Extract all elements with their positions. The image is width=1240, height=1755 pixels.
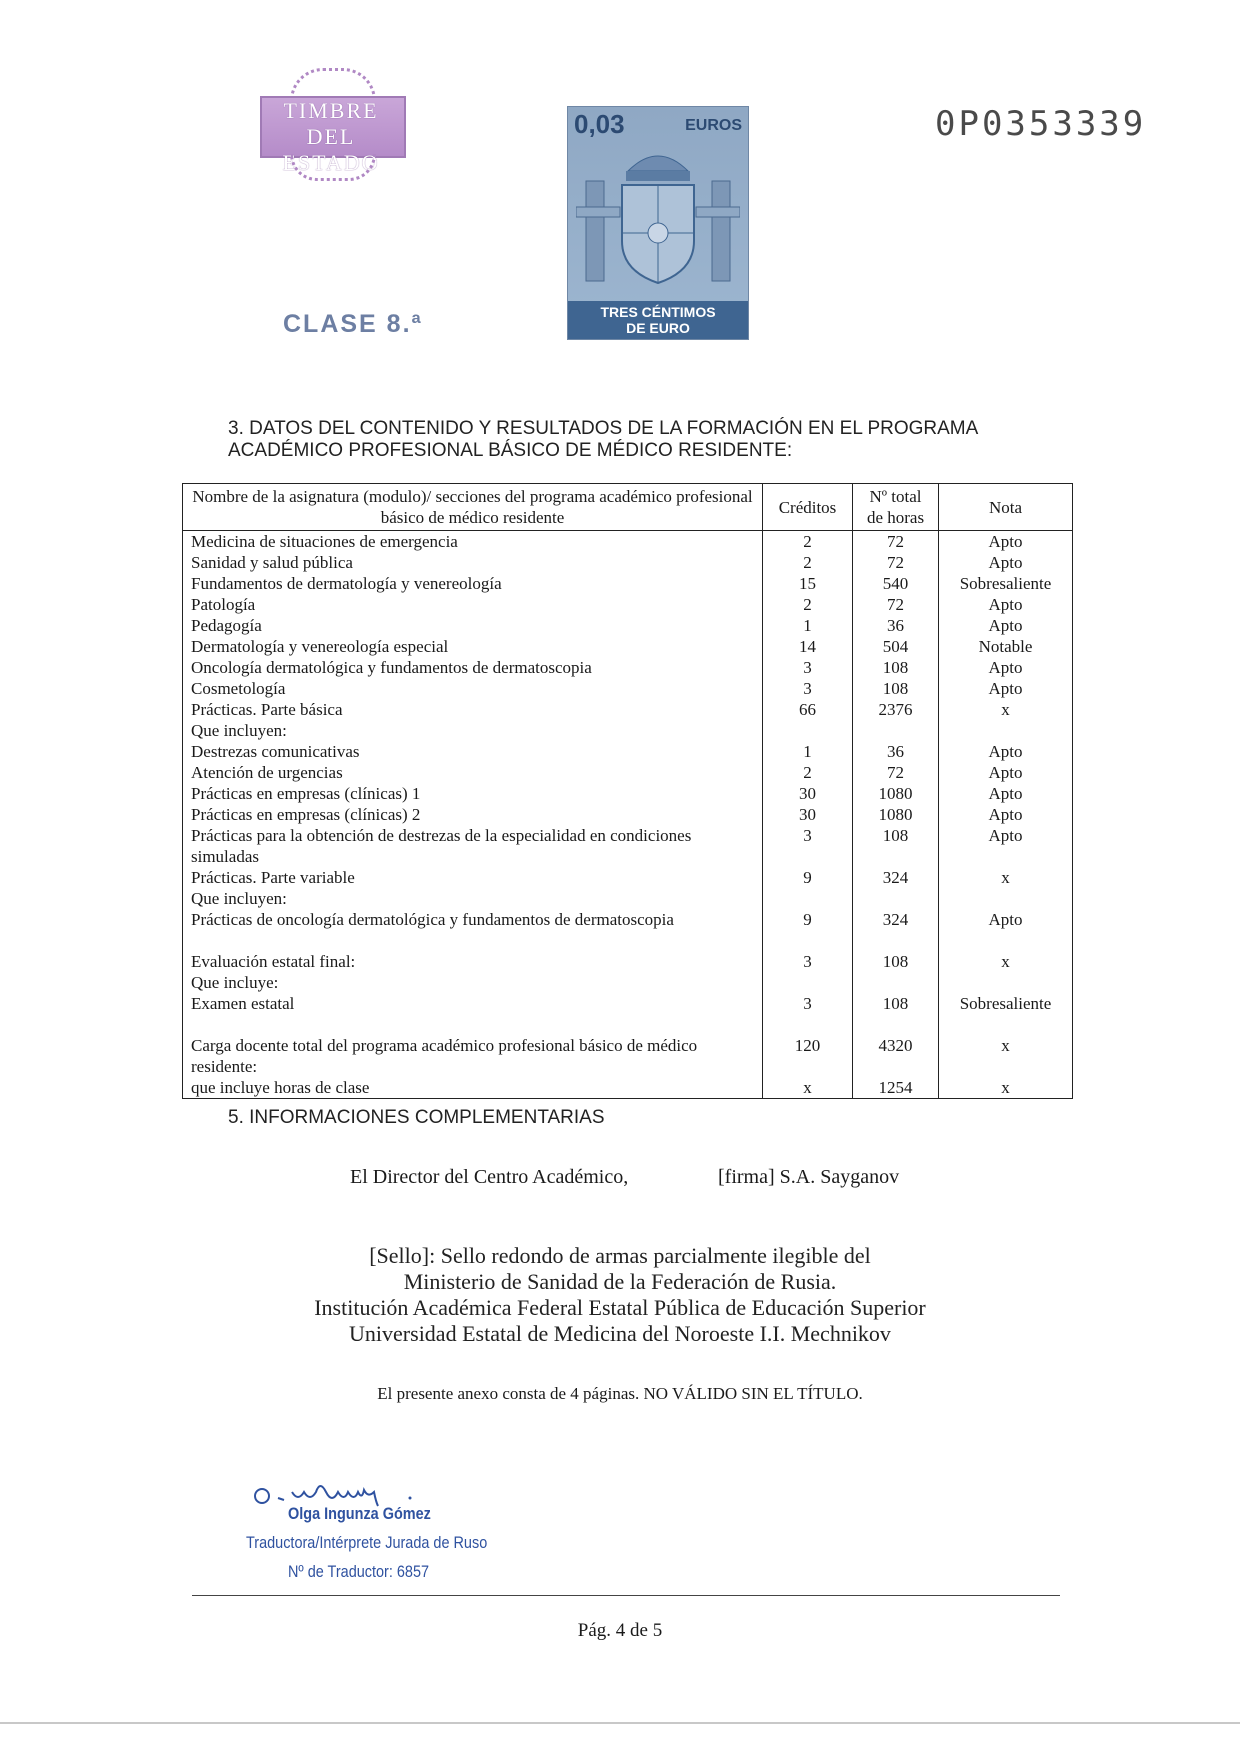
table-row xyxy=(183,951,1073,972)
table-row xyxy=(183,720,1073,741)
cell-subject: Prácticas para la obtención de destrezas de la especialidad en condiciones simuladas xyxy=(183,825,763,867)
cell-credits: 3 xyxy=(763,678,853,699)
cell-grade: Sobresaliente xyxy=(939,993,1073,1014)
table-row xyxy=(183,825,1073,867)
cell-subject: Prácticas en empresas (clínicas) 1 xyxy=(183,783,763,804)
table-row xyxy=(183,636,1073,657)
table-row xyxy=(183,1077,1073,1099)
cell-grade xyxy=(939,1014,1073,1035)
cell-grade: Apto xyxy=(939,678,1073,699)
cell-credits: 2 xyxy=(763,552,853,573)
cell-hours xyxy=(853,930,939,951)
cell-hours: 540 xyxy=(853,573,939,594)
cell-subject: Que incluye: xyxy=(183,972,763,993)
cell-grade: x xyxy=(939,1035,1073,1077)
cell-grade: x xyxy=(939,699,1073,720)
cell-subject: Que incluyen: xyxy=(183,888,763,909)
cell-grade: Apto xyxy=(939,552,1073,573)
table-row xyxy=(183,594,1073,615)
header-hours-line-1: Nº total xyxy=(869,487,922,506)
table-row xyxy=(183,552,1073,573)
table-body xyxy=(183,531,1073,1099)
cell-grade: x xyxy=(939,1077,1073,1099)
table-row xyxy=(183,699,1073,720)
cell-hours: 108 xyxy=(853,657,939,678)
cell-hours: 108 xyxy=(853,993,939,1014)
cell-grade: Sobresaliente xyxy=(939,573,1073,594)
table-row xyxy=(183,615,1073,636)
page-number: Pág. 4 de 5 xyxy=(577,1620,663,1641)
cell-credits: 66 xyxy=(763,699,853,720)
cell-subject: Evaluación estatal final: xyxy=(183,951,763,972)
table-row xyxy=(183,762,1073,783)
table-row xyxy=(183,741,1073,762)
cell-credits xyxy=(763,972,853,993)
cell-hours: 504 xyxy=(853,636,939,657)
cell-subject: Cosmetología xyxy=(183,678,763,699)
seal-description xyxy=(260,1243,980,1347)
cell-credits: 9 xyxy=(763,867,853,888)
section-5-title: 5. INFORMACIONES COMPLEMENTARIAS xyxy=(228,1107,605,1128)
cell-credits xyxy=(763,1014,853,1035)
cell-grade: x xyxy=(939,951,1073,972)
cell-credits: 1 xyxy=(763,741,853,762)
cell-credits: 14 xyxy=(763,636,853,657)
cell-credits: 15 xyxy=(763,573,853,594)
cell-hours: 108 xyxy=(853,951,939,972)
cell-hours: 2376 xyxy=(853,699,939,720)
header-subject: Nombre de la asignatura (modulo)/ secciones del programa académico profesional básico de médico residente xyxy=(183,484,763,531)
table-row xyxy=(183,930,1073,951)
stamp-band xyxy=(568,301,748,339)
cell-grade xyxy=(939,888,1073,909)
cell-subject: Prácticas en empresas (clínicas) 2 xyxy=(183,804,763,825)
cell-grade: Apto xyxy=(939,741,1073,762)
cell-grade: Apto xyxy=(939,825,1073,867)
cell-hours: 36 xyxy=(853,615,939,636)
table-row xyxy=(183,888,1073,909)
cell-subject: Oncología dermatológica y fundamentos de dermatoscopia xyxy=(183,657,763,678)
cell-grade: Apto xyxy=(939,762,1073,783)
cell-grade xyxy=(939,972,1073,993)
cell-credits: 3 xyxy=(763,951,853,972)
cell-credits: 2 xyxy=(763,531,853,553)
cell-credits: 2 xyxy=(763,762,853,783)
cell-subject: Que incluyen: xyxy=(183,720,763,741)
cell-grade: Apto xyxy=(939,783,1073,804)
coat-of-arms-icon xyxy=(576,141,740,291)
cell-credits xyxy=(763,720,853,741)
cell-grade xyxy=(939,720,1073,741)
table-header-row xyxy=(183,484,1073,531)
seal-line-1: [Sello]: Sello redondo de armas parcialmente ilegible del xyxy=(369,1243,871,1268)
timbre-ornament-bottom xyxy=(290,154,376,181)
seal-line-2: Ministerio de Sanidad de la Federación de Rusia. xyxy=(403,1269,837,1294)
cell-subject: Medicina de situaciones de emergencia xyxy=(183,531,763,553)
clase-label: CLASE 8.ª xyxy=(283,310,423,338)
header-hours-line-2: de horas xyxy=(866,508,925,527)
timbre-del-estado-seal xyxy=(250,68,410,188)
cell-subject: Examen estatal xyxy=(183,993,763,1014)
table-row xyxy=(183,678,1073,699)
serial-number: 0P0353339 xyxy=(935,104,1147,144)
cell-credits: 3 xyxy=(763,993,853,1014)
table-row xyxy=(183,804,1073,825)
table-row xyxy=(183,867,1073,888)
table-row xyxy=(183,531,1073,553)
cell-grade: Apto xyxy=(939,531,1073,553)
signature-name: [firma] S.A. Sayganov xyxy=(718,1166,900,1188)
table-row xyxy=(183,1014,1073,1035)
cell-subject xyxy=(183,930,763,951)
table-row xyxy=(183,573,1073,594)
cell-subject: Pedagogía xyxy=(183,615,763,636)
cell-credits: 3 xyxy=(763,825,853,867)
cell-credits: 1 xyxy=(763,615,853,636)
cell-hours: 36 xyxy=(853,741,939,762)
timbre-line-1: TIMBRE xyxy=(283,98,379,123)
cell-grade: x xyxy=(939,867,1073,888)
cell-subject: Prácticas. Parte básica xyxy=(183,699,763,720)
stamp-value: 0,03 xyxy=(574,109,625,139)
cell-hours: 1080 xyxy=(853,804,939,825)
translator-role: Traductora/Intérprete Jurada de Ruso xyxy=(246,1533,488,1552)
cell-hours: 1254 xyxy=(853,1077,939,1099)
cell-subject: Fundamentos de dermatología y venereología xyxy=(183,573,763,594)
stamp-currency: EUROS xyxy=(685,117,742,134)
translator-number: Nº de Traductor: 6857 xyxy=(288,1562,430,1581)
cell-grade: Apto xyxy=(939,909,1073,930)
footer-divider xyxy=(192,1595,1060,1596)
seal-line-4: Universidad Estatal de Medicina del Noroeste I.I. Mechnikov xyxy=(349,1321,891,1346)
section-3-title-line-1: 3. DATOS DEL CONTENIDO Y RESULTADOS DE LA FORMACIÓN EN EL PROGRAMA xyxy=(228,418,979,439)
scan-edge-divider xyxy=(0,1722,1240,1724)
cell-subject: Dermatología y venereología especial xyxy=(183,636,763,657)
cell-hours: 72 xyxy=(853,531,939,553)
cell-hours: 72 xyxy=(853,552,939,573)
cell-hours: 324 xyxy=(853,909,939,930)
cell-hours: 108 xyxy=(853,825,939,867)
cell-subject: Prácticas de oncología dermatológica y fundamentos de dermatoscopia xyxy=(183,909,763,930)
cell-hours: 1080 xyxy=(853,783,939,804)
validity-notice: El presente anexo consta de 4 páginas. NO VÁLIDO SIN EL TÍTULO. xyxy=(377,1384,863,1403)
table-row xyxy=(183,972,1073,993)
timbre-line-2: DEL ESTADO xyxy=(282,124,380,175)
director-label: El Director del Centro Académico, xyxy=(350,1166,629,1188)
cell-subject: Sanidad y salud pública xyxy=(183,552,763,573)
cell-subject: que incluye horas de clase xyxy=(183,1077,763,1099)
cell-subject: Carga docente total del programa académico profesional básico de médico residente: xyxy=(183,1035,763,1077)
cell-subject: Destrezas comunicativas xyxy=(183,741,763,762)
cell-grade: Apto xyxy=(939,615,1073,636)
cell-subject: Atención de urgencias xyxy=(183,762,763,783)
stamp-band-line-1: TRES CÉNTIMOS xyxy=(600,304,716,320)
cell-hours: 108 xyxy=(853,678,939,699)
table-row xyxy=(183,993,1073,1014)
cell-credits: 2 xyxy=(763,594,853,615)
cell-grade: Apto xyxy=(939,594,1073,615)
cell-hours xyxy=(853,1014,939,1035)
stamp-band-line-2: DE EURO xyxy=(626,320,690,336)
cell-hours: 72 xyxy=(853,594,939,615)
seal-line-3: Institución Académica Federal Estatal Pública de Educación Superior xyxy=(314,1295,926,1320)
cell-grade: Apto xyxy=(939,657,1073,678)
header-grade: Nota xyxy=(939,484,1073,531)
revenue-stamp xyxy=(567,106,749,340)
cell-hours: 4320 xyxy=(853,1035,939,1077)
section-3-title xyxy=(228,418,1028,462)
cell-hours: 324 xyxy=(853,867,939,888)
cell-subject: Prácticas. Parte variable xyxy=(183,867,763,888)
header-hours xyxy=(853,484,939,531)
section-3-title-line-2: ACADÉMICO PROFESIONAL BÁSICO DE MÉDICO RESIDENTE: xyxy=(228,440,793,461)
cell-grade: Apto xyxy=(939,804,1073,825)
header-credits: Créditos xyxy=(763,484,853,531)
table-row xyxy=(183,657,1073,678)
cell-subject: Patología xyxy=(183,594,763,615)
cell-credits: 30 xyxy=(763,804,853,825)
table-row xyxy=(183,909,1073,930)
cell-subject xyxy=(183,1014,763,1035)
cell-hours xyxy=(853,888,939,909)
cell-hours xyxy=(853,720,939,741)
cell-credits: 120 xyxy=(763,1035,853,1077)
cell-hours: 72 xyxy=(853,762,939,783)
table-row xyxy=(183,783,1073,804)
cell-hours xyxy=(853,972,939,993)
cell-credits xyxy=(763,930,853,951)
cell-credits: x xyxy=(763,1077,853,1099)
table-row xyxy=(183,1035,1073,1077)
results-table xyxy=(182,483,1073,1099)
cell-grade xyxy=(939,930,1073,951)
translator-name: Olga Ingunza Gómez xyxy=(288,1504,431,1523)
cell-grade: Notable xyxy=(939,636,1073,657)
cell-credits: 30 xyxy=(763,783,853,804)
cell-credits xyxy=(763,888,853,909)
cell-credits: 3 xyxy=(763,657,853,678)
cell-credits: 9 xyxy=(763,909,853,930)
